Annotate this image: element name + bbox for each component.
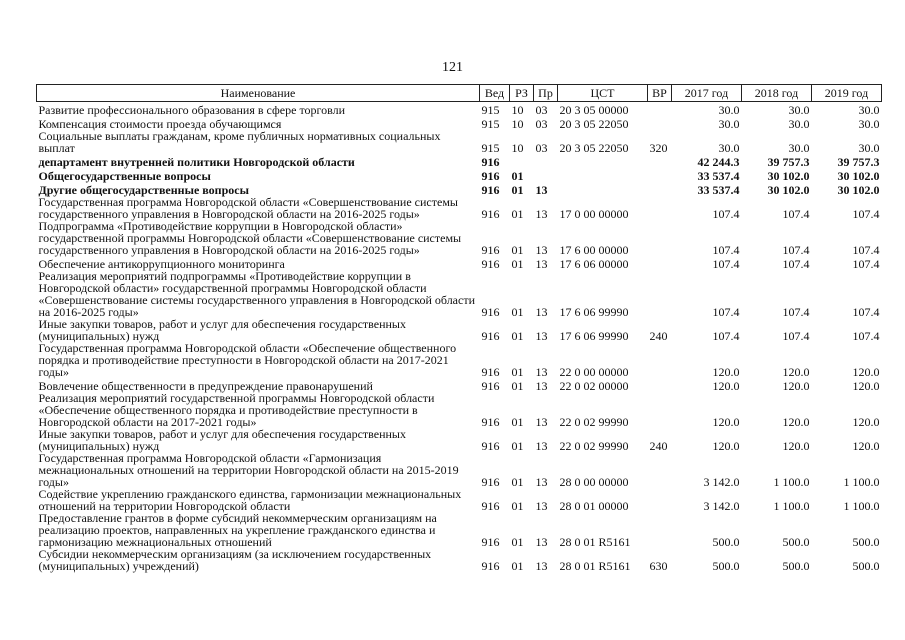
table-row [37, 196, 882, 220]
cell-y2019: 107.4 [852, 207, 880, 221]
cell-vr [648, 220, 672, 256]
cell-y2019: 30.0 [858, 117, 880, 131]
cell-y2018: 1 100.0 [773, 475, 810, 489]
cell-name: Компенсация стоимости проезда обучающимся [38, 117, 282, 131]
cell-rz: 10 [511, 117, 524, 131]
cell-ved: 916 [481, 257, 500, 271]
cell-y2018: 120.0 [782, 415, 810, 429]
cell-cst: 22 0 02 99990 [559, 415, 629, 429]
table-row [37, 452, 882, 488]
cell-vr: 240 [649, 329, 668, 343]
cell-ved: 916 [481, 475, 500, 489]
cell-rz: 01 [511, 535, 524, 549]
cell-y2018: 107.4 [782, 207, 810, 221]
cell-ved: 916 [481, 559, 500, 573]
cell-name: департамент внутренней политики Новгородской области [38, 155, 355, 169]
header-ved: Вед [480, 85, 510, 102]
cell-ved: 915 [481, 103, 500, 117]
cell-cst: 22 0 00 00000 [559, 365, 629, 379]
table-row [37, 116, 882, 130]
cell-cst: 17 0 00 00000 [559, 207, 629, 221]
cell-ved: 916 [481, 365, 500, 379]
cell-name: Иные закупки товаров, работ и услуг для обеспечения государственных (муниципальных) нужд [38, 427, 406, 453]
cell-name: Государственная программа Новгородской области «Обеспечение общественного порядка и противодействие преступности в Новгородской области на 2017-2021 годы» [38, 341, 457, 379]
cell-y2019: 30 102.0 [837, 169, 880, 183]
cell-y2019: 107.4 [852, 305, 880, 319]
table-header-row [37, 85, 882, 102]
cell-cst: 28 0 01 R5161 [559, 535, 631, 549]
cell-vr: 630 [649, 559, 668, 573]
header-cst: ЦСТ [558, 85, 648, 102]
cell-rz: 01 [511, 559, 524, 573]
cell-name: Развитие профессионального образования в сфере торговли [38, 103, 346, 117]
cell-vr [648, 154, 672, 168]
cell-y2019: 120.0 [852, 439, 880, 453]
cell-pr: 13 [535, 379, 548, 393]
cell-vr [648, 116, 672, 130]
cell-y2019: 39 757.3 [837, 155, 880, 169]
cell-ved: 915 [481, 141, 500, 155]
cell-cst: 22 0 02 00000 [559, 379, 629, 393]
header-pr: Пр [534, 85, 558, 102]
cell-y2017: 107.4 [712, 305, 740, 319]
cell-cst: 20 3 05 22050 [559, 141, 629, 155]
cell-vr [648, 342, 672, 378]
header-2018: 2018 год [742, 85, 812, 102]
cell-y2018: 107.4 [782, 257, 810, 271]
cell-y2019: 107.4 [852, 257, 880, 271]
cell-name: Содействие укреплению гражданского единства, гармонизации межнациональных отношений на территории Новгородской области [38, 487, 462, 513]
cell-cst [558, 154, 648, 168]
cell-cst: 28 0 01 R5161 [559, 559, 631, 573]
cell-ved: 916 [481, 207, 500, 221]
table-row [37, 318, 882, 342]
table-row [37, 270, 882, 318]
cell-vr [648, 168, 672, 182]
cell-y2018: 107.4 [782, 305, 810, 319]
cell-y2017: 33 537.4 [697, 169, 740, 183]
cell-rz: 01 [511, 329, 524, 343]
cell-pr: 13 [535, 305, 548, 319]
cell-ved: 916 [481, 499, 500, 513]
cell-vr [648, 378, 672, 392]
cell-vr [648, 196, 672, 220]
cell-y2017: 3 142.0 [703, 499, 740, 513]
table-row [37, 488, 882, 512]
cell-y2017: 30.0 [718, 141, 740, 155]
cell-y2017: 42 244.3 [697, 155, 740, 169]
header-2019: 2019 год [812, 85, 882, 102]
header-vr: ВР [648, 85, 672, 102]
cell-y2019: 120.0 [852, 365, 880, 379]
cell-pr: 13 [535, 183, 548, 197]
cell-pr: 13 [535, 559, 548, 573]
cell-vr [648, 256, 672, 270]
cell-vr [648, 452, 672, 488]
cell-y2018: 30 102.0 [767, 169, 810, 183]
cell-y2019: 120.0 [852, 379, 880, 393]
cell-rz: 01 [511, 379, 524, 393]
cell-pr: 13 [535, 365, 548, 379]
cell-cst: 17 6 06 99990 [559, 329, 629, 343]
cell-y2019: 30.0 [858, 103, 880, 117]
cell-pr: 13 [535, 535, 548, 549]
cell-cst: 20 3 05 00000 [559, 103, 629, 117]
table-row [37, 428, 882, 452]
table-row [37, 182, 882, 196]
cell-ved: 916 [481, 439, 500, 453]
cell-y2019: 107.4 [852, 243, 880, 257]
cell-ved: 916 [481, 535, 500, 549]
cell-y2017: 500.0 [712, 559, 740, 573]
cell-y2018: 107.4 [782, 243, 810, 257]
cell-name: Социальные выплаты гражданам, кроме публичных нормативных социальных выплат [38, 129, 441, 155]
cell-rz: 10 [511, 103, 524, 117]
cell-ved: 916 [481, 305, 500, 319]
cell-name: Общегосударственные вопросы [38, 169, 211, 183]
cell-name: Другие общегосударственные вопросы [38, 183, 249, 197]
cell-ved: 916 [481, 243, 500, 257]
cell-name: Государственная программа Новгородской области «Гармонизация межнациональных отношений на территории Новгородской области на 2015-2019 годы» [38, 451, 459, 489]
table-row [37, 548, 882, 572]
cell-cst: 28 0 00 00000 [559, 475, 629, 489]
cell-y2018: 120.0 [782, 439, 810, 453]
cell-vr [648, 392, 672, 428]
table-row [37, 342, 882, 378]
cell-y2017: 120.0 [712, 415, 740, 429]
cell-vr [648, 488, 672, 512]
cell-cst: 20 3 05 22050 [559, 117, 629, 131]
cell-name: Обеспечение антикоррупционного мониторинга [38, 257, 285, 271]
cell-vr [648, 102, 672, 117]
table-row [37, 154, 882, 168]
cell-y2017: 3 142.0 [703, 475, 740, 489]
cell-pr [534, 168, 558, 182]
cell-rz [510, 154, 534, 168]
cell-ved: 916 [481, 329, 500, 343]
cell-rz: 01 [511, 169, 524, 183]
cell-cst: 17 6 00 00000 [559, 243, 629, 257]
cell-pr [534, 154, 558, 168]
table-row [37, 130, 882, 154]
cell-rz: 01 [511, 415, 524, 429]
cell-vr: 320 [649, 141, 668, 155]
table-row [37, 378, 882, 392]
cell-ved: 916 [481, 155, 500, 169]
cell-ved: 916 [481, 183, 500, 197]
page-number: 121 [442, 60, 463, 75]
cell-name: Предоставление грантов в форме субсидий некоммерческим организациям на реализацию проектов, направленных на укрепление гражданского единства и гармонизацию межнациональных отношений [38, 511, 437, 549]
table-row [37, 256, 882, 270]
cell-vr [648, 512, 672, 548]
cell-y2017: 120.0 [712, 439, 740, 453]
cell-ved: 916 [481, 169, 500, 183]
cell-y2019: 500.0 [852, 559, 880, 573]
cell-pr: 13 [535, 475, 548, 489]
cell-y2019: 30.0 [858, 141, 880, 155]
cell-y2017: 120.0 [712, 365, 740, 379]
cell-y2018: 500.0 [782, 559, 810, 573]
cell-cst [558, 168, 648, 182]
header-2017: 2017 год [672, 85, 742, 102]
cell-y2019: 1 100.0 [843, 475, 880, 489]
table-row [37, 220, 882, 256]
cell-y2018: 30.0 [788, 141, 810, 155]
cell-name: Государственная программа Новгородской области «Совершенствование системы государственного управления в Новгородской области на 2016-2025 годы» [38, 195, 458, 221]
cell-y2019: 120.0 [852, 415, 880, 429]
cell-y2019: 107.4 [852, 329, 880, 343]
cell-pr: 13 [535, 207, 548, 221]
cell-pr: 03 [535, 117, 548, 131]
cell-pr: 03 [535, 141, 548, 155]
cell-y2018: 39 757.3 [767, 155, 810, 169]
cell-name: Иные закупки товаров, работ и услуг для обеспечения государственных (муниципальных) нужд [38, 317, 406, 343]
cell-rz: 10 [511, 141, 524, 155]
cell-name: Реализация мероприятий государственной программы Новгородской области «Обеспечение общественного порядка и противодействие преступности в Новгородской области на 2017-2021 годы» [38, 391, 435, 429]
cell-name: Реализация мероприятий подпрограммы «Противодействие коррупции в Новгородской области» государственной программы Новгородской области «Совершенствование системы государственного управления в Новгородской области на 2016-2025 годы» [38, 269, 475, 319]
cell-pr: 13 [535, 415, 548, 429]
cell-y2017: 107.4 [712, 243, 740, 257]
cell-rz: 01 [511, 439, 524, 453]
cell-pr: 13 [535, 329, 548, 343]
cell-y2018: 120.0 [782, 379, 810, 393]
cell-cst: 28 0 01 00000 [559, 499, 629, 513]
cell-name: Субсидии некоммерческим организациям (за исключением государственных (муниципальных) учреждений) [38, 547, 432, 573]
cell-cst: 17 6 06 00000 [559, 257, 629, 271]
cell-y2018: 30 102.0 [767, 183, 810, 197]
budget-table [36, 84, 882, 572]
cell-y2017: 107.4 [712, 329, 740, 343]
cell-name: Вовлечение общественности в предупреждение правонарушений [38, 379, 373, 393]
cell-y2017: 120.0 [712, 379, 740, 393]
cell-cst: 22 0 02 99990 [559, 439, 629, 453]
cell-rz: 01 [511, 475, 524, 489]
cell-cst [558, 182, 648, 196]
cell-y2018: 107.4 [782, 329, 810, 343]
cell-pr: 13 [535, 257, 548, 271]
cell-rz: 01 [511, 243, 524, 257]
cell-vr [648, 270, 672, 318]
cell-cst: 17 6 06 99990 [559, 305, 629, 319]
cell-pr: 03 [535, 103, 548, 117]
cell-y2019: 30 102.0 [837, 183, 880, 197]
cell-y2017: 30.0 [718, 103, 740, 117]
cell-pr: 13 [535, 243, 548, 257]
cell-rz: 01 [511, 365, 524, 379]
cell-rz: 01 [511, 207, 524, 221]
cell-y2017: 500.0 [712, 535, 740, 549]
table-row [37, 168, 882, 182]
cell-y2019: 1 100.0 [843, 499, 880, 513]
cell-y2018: 500.0 [782, 535, 810, 549]
cell-ved: 915 [481, 117, 500, 131]
cell-rz: 01 [511, 183, 524, 197]
cell-pr: 13 [535, 439, 548, 453]
cell-y2017: 107.4 [712, 207, 740, 221]
cell-y2019: 500.0 [852, 535, 880, 549]
cell-y2018: 30.0 [788, 117, 810, 131]
cell-y2017: 30.0 [718, 117, 740, 131]
cell-rz: 01 [511, 499, 524, 513]
table-row [37, 512, 882, 548]
cell-rz: 01 [511, 305, 524, 319]
cell-pr: 13 [535, 499, 548, 513]
table-row [37, 392, 882, 428]
cell-y2018: 30.0 [788, 103, 810, 117]
cell-vr [648, 182, 672, 196]
table-row [37, 102, 882, 117]
header-name: Наименование [37, 85, 480, 102]
cell-name: Подпрограмма «Противодействие коррупции в Новгородской области» государственной программы Новгородской области «Совершенствование системы государственного управления в Новгородской области на 2016-2025 годы» [38, 219, 462, 257]
cell-ved: 916 [481, 379, 500, 393]
cell-y2018: 120.0 [782, 365, 810, 379]
header-rz: РЗ [510, 85, 534, 102]
cell-vr: 240 [649, 439, 668, 453]
cell-ved: 916 [481, 415, 500, 429]
cell-rz: 01 [511, 257, 524, 271]
cell-y2017: 107.4 [712, 257, 740, 271]
cell-y2017: 33 537.4 [697, 183, 740, 197]
cell-y2018: 1 100.0 [773, 499, 810, 513]
table-body [37, 102, 882, 573]
